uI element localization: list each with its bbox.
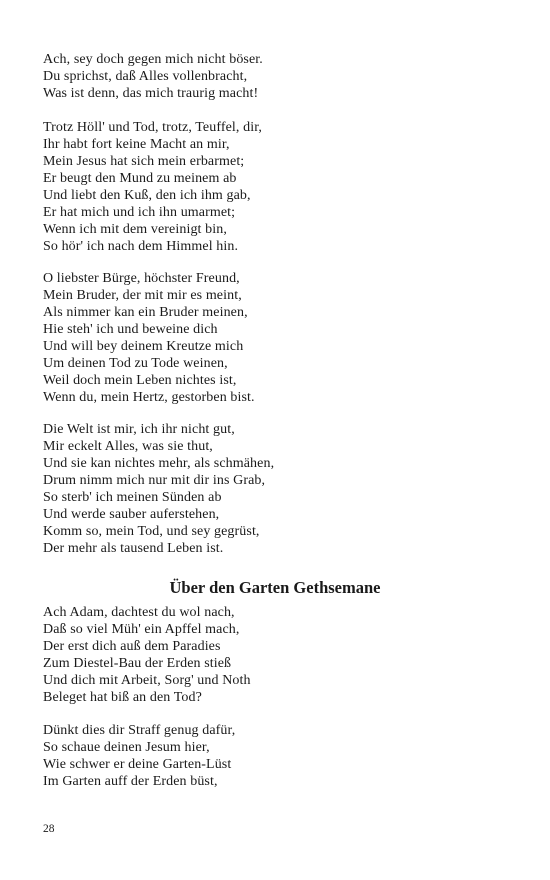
verse-line: Ach, sey doch gegen mich nicht böser. — [43, 52, 263, 67]
verse-line: Der erst dich auß dem Paradies — [43, 639, 221, 654]
verse-line: Dünkt dies dir Straff genug dafür, — [43, 723, 236, 738]
verse-line: Komm so, mein Tod, und sey gegrüst, — [43, 524, 260, 539]
verse-line: O liebster Bürge, höchster Freund, — [43, 271, 240, 286]
verse-line: So schaue deinen Jesum hier, — [43, 740, 210, 755]
verse-line: Drum nimm mich nur mit dir ins Grab, — [43, 473, 266, 488]
verse-line: Mein Bruder, der mit mir es meint, — [43, 288, 242, 303]
verse-line: Im Garten auff der Erden büst, — [43, 774, 218, 789]
verse-line: Mein Jesus hat sich mein erbarmet; — [43, 154, 245, 169]
verse-line: So sterb' ich meinen Sünden ab — [43, 490, 222, 505]
stanza-2 — [43, 119, 262, 255]
verse-line: Und sie kan nichtes mehr, als schmähen, — [43, 456, 275, 471]
poem-title: Über den Garten Gethsemane — [169, 578, 381, 597]
verse-line: Der mehr als tausend Leben ist. — [43, 541, 224, 556]
stanza-3 — [43, 270, 255, 406]
verse-line: Und dich mit Arbeit, Sorg' und Noth — [43, 673, 251, 688]
verse-line: Um deinen Tod zu Tode weinen, — [43, 356, 228, 371]
verse-line: Er beugt den Mund zu meinem ab — [43, 171, 237, 186]
verse-line: Daß so viel Müh' ein Apffel mach, — [43, 622, 240, 637]
verse-line: Und liebt den Kuß, den ich ihm gab, — [43, 188, 251, 203]
stanza-5 — [43, 604, 251, 706]
verse-line: Beleget hat biß an den Tod? — [43, 690, 202, 705]
page-number: 28 — [43, 823, 55, 835]
verse-line: Weil doch mein Leben nichtes ist, — [43, 373, 237, 388]
stanza-1 — [43, 51, 263, 102]
verse-line: Die Welt ist mir, ich ihr nicht gut, — [43, 422, 235, 437]
stanza-4 — [43, 421, 274, 557]
verse-line: Wenn ich mit dem vereinigt bin, — [43, 222, 227, 237]
verse-line: Trotz Höll' und Tod, trotz, Teuffel, dir, — [43, 120, 263, 135]
stanza-6 — [43, 722, 235, 790]
verse-line: Wie schwer er deine Garten-Lüst — [43, 757, 232, 772]
verse-line: Ihr habt fort keine Macht an mir, — [43, 137, 230, 152]
verse-line: Hie steh' ich und beweine dich — [43, 322, 218, 337]
verse-line: Was ist denn, das mich traurig macht! — [43, 86, 259, 101]
verse-line: Wenn du, mein Hertz, gestorben bist. — [43, 390, 255, 405]
verse-line: Ach Adam, dachtest du wol nach, — [43, 605, 235, 620]
verse-line: Und will bey deinem Kreutze mich — [43, 339, 244, 354]
verse-line: So hör' ich nach dem Himmel hin. — [43, 239, 239, 254]
verse-line: Als nimmer kan ein Bruder meinen, — [43, 305, 248, 320]
verse-line: Mir eckelt Alles, was sie thut, — [43, 439, 213, 454]
verse-line: Zum Diestel-Bau der Erden stieß — [43, 656, 232, 671]
verse-line: Und werde sauber auferstehen, — [43, 507, 220, 522]
verse-line: Du sprichst, daß Alles vollenbracht, — [43, 69, 248, 84]
verse-line: Er hat mich und ich ihn umarmet; — [43, 205, 236, 220]
